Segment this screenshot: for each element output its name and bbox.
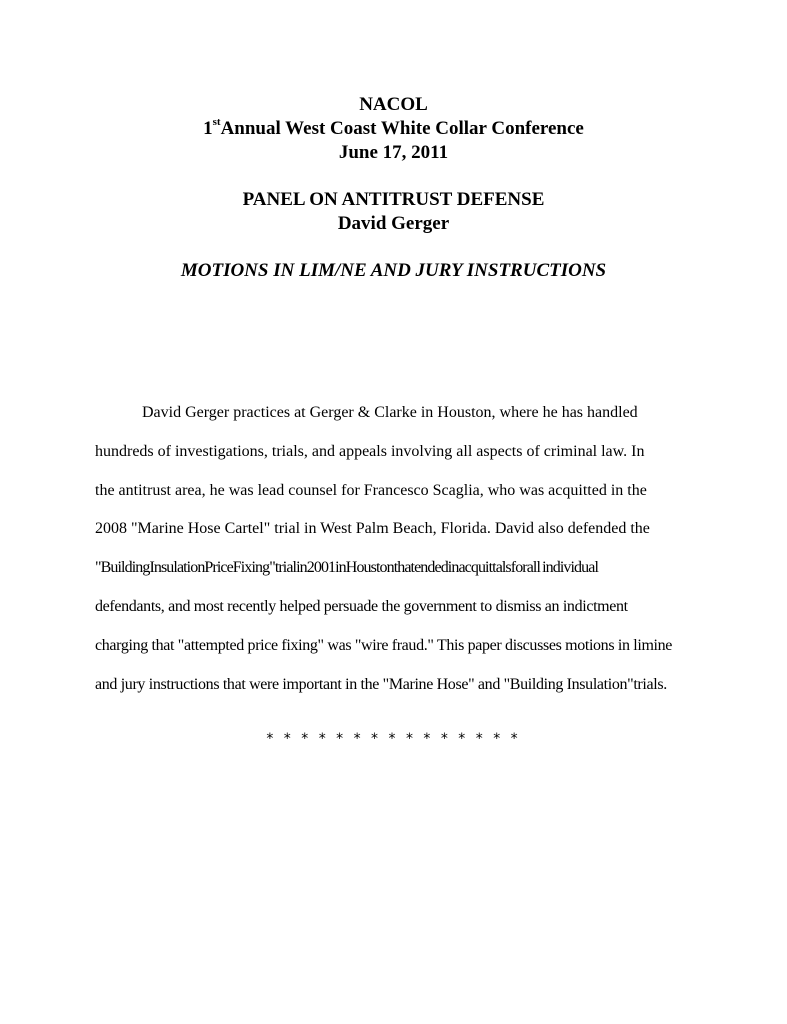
- topic-title: MOTIONS IN LIM/NE AND JURY INSTRUCTIONS: [180, 260, 607, 281]
- speaker-name: David Gerger: [337, 213, 450, 234]
- conference-ordinal-suffix: st: [212, 115, 221, 128]
- body-line-3: the antitrust area, he was lead counsel for Francesco Scaglia, who was acquitted in the: [95, 482, 647, 499]
- body-line-5: "BuildingInsulationPriceFixing"trialin2001inHoustonthatendedinacquittalsforall individual: [95, 559, 598, 576]
- panel-title: PANEL ON ANTITRUST DEFENSE: [242, 189, 545, 210]
- body-line-7: charging that "attempted price fixing" was "wire fraud." This paper discusses motions in limine: [95, 637, 673, 654]
- conference-ordinal: 1: [203, 118, 213, 139]
- body-line-2: hundreds of investigations, trials, and appeals involving all aspects of criminal law. In: [95, 443, 645, 460]
- body-line-4: 2008 "Marine Hose Cartel" trial in West Palm Beach, Florida. David also defended the: [95, 520, 650, 537]
- conference-name: Annual West Coast White Collar Conference: [220, 118, 584, 139]
- conference-date: June 17, 2011: [338, 142, 449, 163]
- organization-heading: NACOL: [359, 94, 428, 115]
- conference-heading: [0, 117, 787, 141]
- section-separator: * * * * * * * * * * * * * * *: [266, 731, 521, 747]
- body-line-6: defendants, and most recently helped persuade the government to dismiss an indictment: [95, 598, 628, 615]
- body-line-1: David Gerger practices at Gerger & Clarke in Houston, where he has handled: [142, 404, 638, 421]
- body-line-8: and jury instructions that were important in the "Marine Hose" and "Building Insulation"trials.: [95, 676, 667, 693]
